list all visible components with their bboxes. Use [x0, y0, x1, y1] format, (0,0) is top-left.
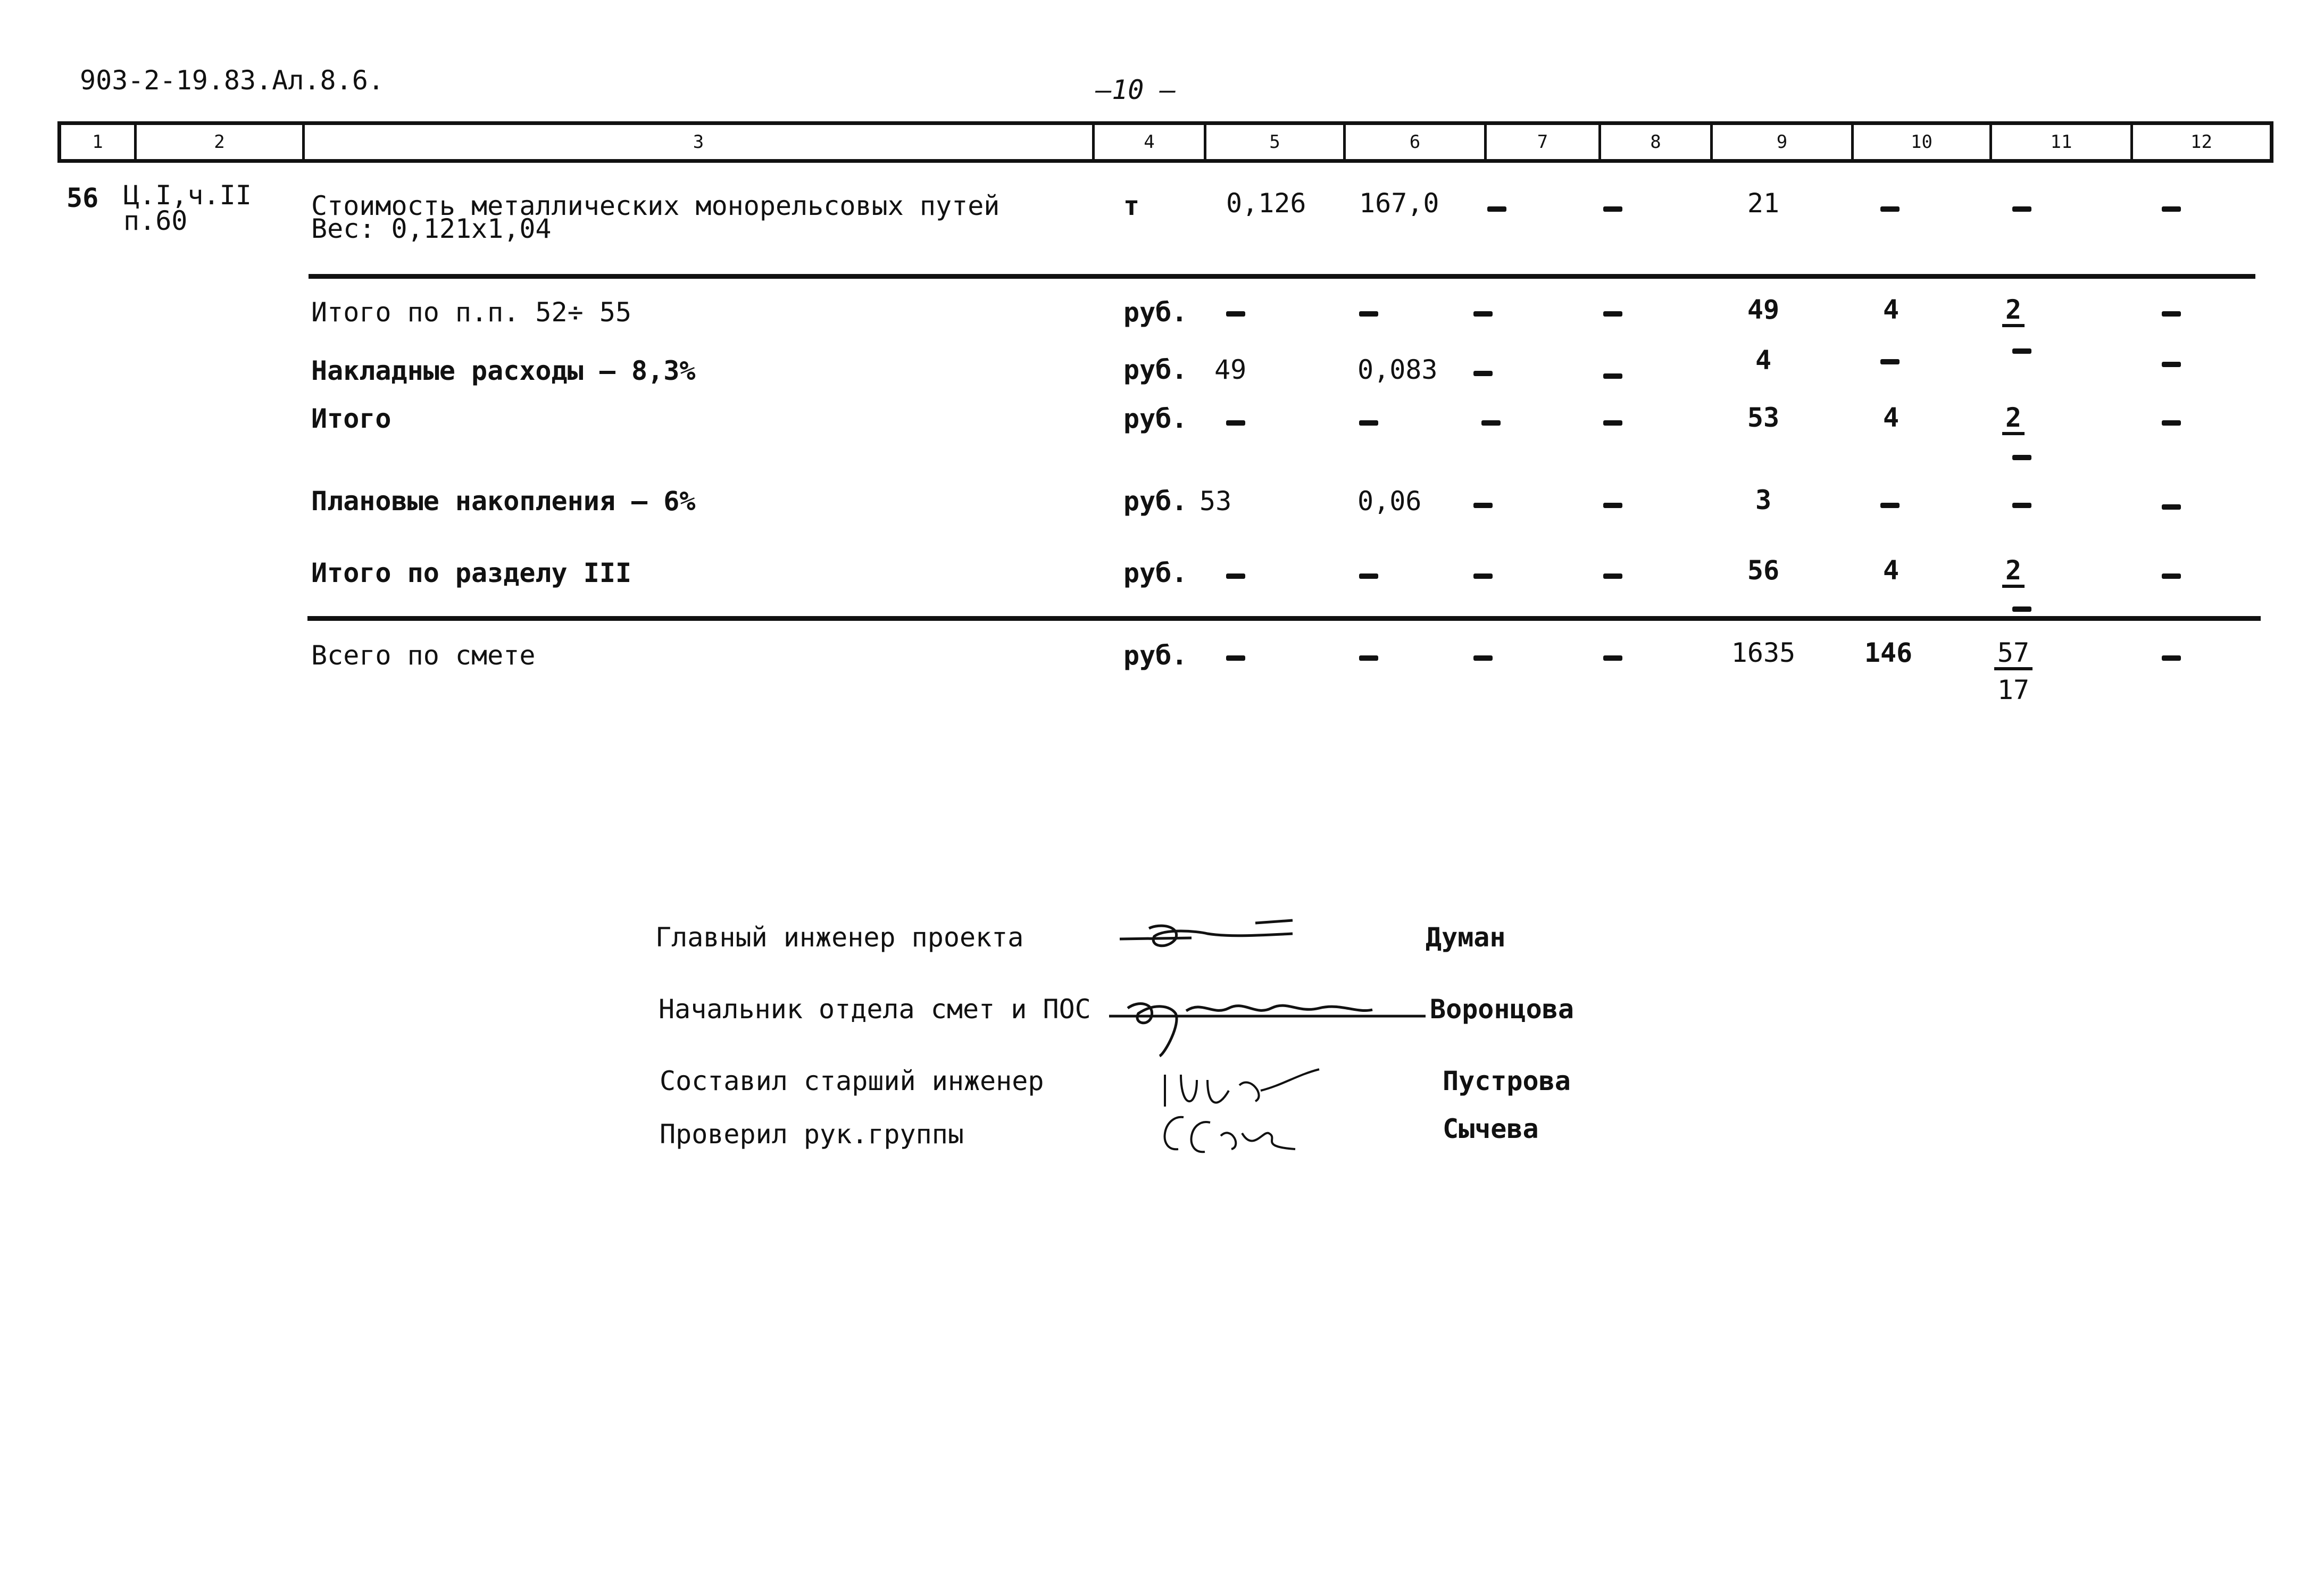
row-name: Итого по разделу III [311, 558, 632, 588]
row-col9: 49 [1747, 294, 1780, 325]
row-col10: 4 [1882, 555, 1900, 586]
row-qty: 49 [1214, 354, 1247, 385]
empty-dash [2012, 206, 2031, 212]
row-col11-top: 57 [1994, 638, 2033, 670]
col-header-6: 6 [1346, 125, 1487, 159]
empty-dash [2162, 504, 2181, 510]
empty-dash [1226, 420, 1245, 426]
row-name: Стоимость металлических монорельсовых путей [311, 190, 1000, 221]
empty-dash [1226, 655, 1245, 661]
row-name: Итого [311, 403, 392, 434]
col-header-5: 5 [1206, 125, 1346, 159]
row-qty: 53 [1200, 486, 1232, 517]
empty-dash [2162, 420, 2181, 426]
handwritten-signature [1152, 1109, 1311, 1157]
empty-dash [1473, 371, 1493, 376]
empty-dash [1473, 655, 1493, 661]
section-rule [309, 274, 2255, 279]
empty-dash [1487, 206, 1506, 212]
col-header-8: 8 [1601, 125, 1713, 159]
row-unit: руб. [1123, 486, 1188, 517]
signatory-name: Пустрова [1443, 1066, 1571, 1096]
empty-dash [2012, 503, 2031, 508]
col-header-3: 3 [305, 125, 1095, 159]
row-unit: руб. [1123, 640, 1188, 671]
empty-dash [1359, 311, 1378, 317]
row-col10: 4 [1882, 294, 1900, 325]
row-col11 [1976, 556, 2051, 588]
row-col9: 1635 [1731, 637, 1796, 668]
empty-dash [1359, 655, 1378, 661]
empty-dash [2012, 606, 2031, 612]
col-header-10: 10 [1854, 125, 1992, 159]
empty-dash [1226, 311, 1245, 317]
signature-role: Составил старший инженер [660, 1066, 1044, 1096]
document-code: 903-2-19.83.Ал.8.6. [80, 65, 384, 96]
handwritten-signature [1154, 1059, 1330, 1112]
signatory-name: Воронцова [1430, 994, 1574, 1025]
row-col10: 146 [1864, 637, 1913, 668]
empty-dash [1226, 573, 1245, 579]
row-col9: 56 [1747, 555, 1780, 586]
empty-dash [1481, 420, 1501, 426]
row-name: Итого по п.п. 52÷ 55 [311, 297, 632, 328]
row-col9: 21 [1747, 188, 1780, 219]
col-header-12: 12 [2190, 131, 2212, 153]
col-header-9: 9 [1713, 125, 1854, 159]
empty-dash [1473, 311, 1493, 317]
row-name-detail: Вес: 0,121х1,04 [311, 213, 552, 244]
row-unit: руб. [1123, 354, 1188, 385]
row-col11-value: 2 [2002, 403, 2025, 435]
handwritten-signature [1117, 907, 1309, 966]
empty-dash [1603, 655, 1622, 661]
empty-dash [1880, 206, 1900, 212]
row-name: Накладные расходы – 8,3% [311, 355, 696, 386]
empty-dash [1359, 420, 1378, 426]
row-unit: руб. [1123, 297, 1188, 328]
row-col9: 3 [1755, 485, 1772, 516]
row-name: Плановые накопления – 6% [311, 486, 696, 517]
empty-dash [1359, 573, 1378, 579]
empty-dash [1603, 503, 1622, 508]
row-col11-numerator [1968, 638, 2059, 670]
empty-dash [2162, 206, 2181, 212]
row-number: 56 [66, 182, 99, 213]
empty-dash [1603, 573, 1622, 579]
empty-dash [1603, 206, 1622, 212]
empty-dash [2162, 311, 2181, 317]
empty-dash [1473, 573, 1493, 579]
row-col11-denominator: 17 [1997, 675, 2030, 705]
row-col9: 4 [1755, 345, 1772, 376]
empty-dash [2012, 348, 2031, 354]
row-price: 0,06 [1357, 486, 1422, 517]
row-unit: т [1123, 190, 1140, 221]
row-col10: 4 [1882, 402, 1900, 433]
col-header-7: 7 [1487, 125, 1601, 159]
section-rule [307, 616, 2261, 621]
signatory-name: Сычева [1443, 1113, 1539, 1144]
empty-dash [1473, 503, 1493, 508]
empty-dash [1880, 503, 1900, 508]
empty-dash [1880, 359, 1900, 364]
signature-role: Проверил рук.группы [660, 1119, 964, 1150]
row-col11-value: 2 [2002, 295, 2025, 327]
signature-role: Главный инженер проекта [655, 922, 1024, 953]
row-col9: 53 [1747, 402, 1780, 433]
empty-dash [2162, 362, 2181, 367]
handwritten-signature [1106, 984, 1436, 1059]
empty-dash [1603, 420, 1622, 426]
empty-dash [2162, 573, 2181, 579]
signatory-name: Думан [1426, 922, 1506, 953]
row-price: 167,0 [1359, 188, 1439, 219]
row-unit: руб. [1123, 403, 1188, 434]
row-col11 [1976, 403, 2051, 435]
page-number: —10 — [1096, 74, 1176, 105]
row-price: 0,083 [1357, 354, 1438, 385]
empty-dash [1603, 373, 1622, 379]
signature-role: Начальник отдела смет и ПОС [659, 994, 1091, 1025]
empty-dash [1603, 311, 1622, 317]
empty-dash [2162, 655, 2181, 661]
col-header-4: 4 [1095, 125, 1206, 159]
empty-dash [2012, 455, 2031, 460]
col-header-2: 2 [137, 125, 305, 159]
row-basis-ref: п.60 [123, 205, 188, 236]
row-col11-value: 2 [2002, 556, 2025, 588]
row-basis: Ц.I,ч.II [123, 180, 252, 211]
row-col11 [1976, 295, 2051, 327]
col-header-1: 1 [61, 125, 137, 159]
col-header-11: 11 [1992, 125, 2133, 159]
column-header-row [57, 121, 2273, 163]
row-unit: руб. [1123, 558, 1188, 588]
row-qty: 0,126 [1226, 188, 1306, 219]
row-name: Всего по смете [311, 640, 536, 671]
